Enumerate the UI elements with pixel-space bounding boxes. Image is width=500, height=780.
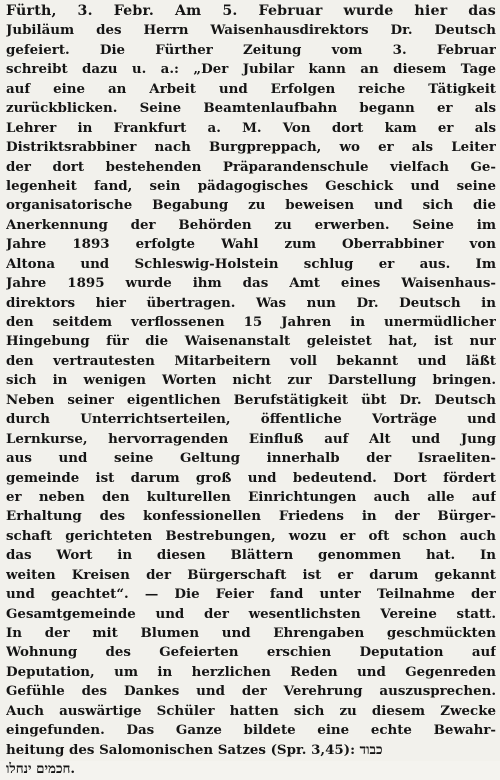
article-line: eingefunden. Das Ganze bildete eine echte Bewahr- [6,722,496,739]
article-line: Deputation, um in herzlichen Reden und Gegenreden [6,663,496,680]
article-line: zurückblicken. Seine Beamtenlaufbahn begann er als [6,100,496,117]
article-line: Neben seiner eigentlichen Berufstätigkeit übt Dr. Deutsch [6,391,496,408]
article-line: Erhaltung des konfessionellen Friedens in der Bürger- [6,508,496,525]
article-line: Hingebung für die Waisenanstalt geleistet hat, ist nur [6,333,496,350]
article-body [6,2,496,780]
article-line: sich in wenigen Worten nicht zur Darstellung bringen. [6,372,496,389]
article-line: den seitdem verflossenen 15 Jahren in unermüdlicher [6,314,496,330]
article-line-dateline: Fürth, 3. Febr. Am 5. Februar wurde hier das [6,3,496,19]
article-line: Gefühle des Dankes und der Verehrung auszusprechen. [6,683,496,700]
article-line: Jahre 1893 erfolgte Wahl zum Oberrabbiner von [6,236,496,253]
article-line: aus und seine Geltung innerhalb der Israeliten- [6,450,496,467]
article-line: Distriktsrabbiner nach Burgpreppach, wo er als Leiter [6,139,496,156]
article-line: Lernkurse, hervorragenden Einfluß auf Alt und Jung [6,430,496,447]
article-line: durch Unterrichtserteilen, öffentliche Vorträge und [6,411,496,428]
article-line: Wohnung des Gefeierten erschien Deputation auf [6,644,496,661]
article-line: Jubiläum des Herrn Waisenhausdirektors Dr. Deutsch [6,22,496,39]
article-line: legenheit fand, sein pädagogisches Geschick und seine [6,177,496,194]
article-line-hebrew-quote: חכמים ינחלו. [6,761,76,778]
article-line: der dort bestehenden Präparandenschule vielfach Ge- [6,158,496,175]
article-line: Gesamtgemeinde und der wesentlichsten Vereine statt. [6,605,496,622]
article-line: er neben den kulturellen Einrichtungen auch alle auf [6,488,496,505]
article-line: gemeinde ist darum groß und bedeutend. Dort fördert [6,469,496,486]
article-line: In der mit Blumen und Ehrengaben geschmückten [6,625,496,641]
article-line: den vertrautesten Mitarbeitern voll bekannt und läßt [6,352,496,369]
article-line: Auch auswärtige Schüler hatten sich zu diesem Zwecke [6,702,496,719]
article-line: das Wort in diesen Blättern genommen hat. In [6,547,496,564]
article-line: direktors hier übertragen. Was nun Dr. Deutsch in [6,294,496,311]
article-line: Altona und Schleswig-Holstein schlug er aus. Im [6,255,496,272]
article-line: schaft gerichteten Bestrebungen, wozu er oft schon auch [6,527,496,544]
article-line: Anerkennung der Behörden zu erwerben. Seine im [6,216,496,233]
article-line: auf eine an Arbeit und Erfolgen reiche Tätigkeit [6,80,496,97]
article-line: weiten Kreisen der Bürgerschaft ist er darum gekannt [6,566,496,583]
article-line: gefeiert. Die Fürther Zeitung vom 3. Februar [6,41,496,58]
article-line: schreibt dazu u. a.: „Der Jubilar kann an diesem Tage [6,61,496,78]
article-line: Lehrer in Frankfurt a. M. Von dort kam er als [6,119,496,136]
article-line: heitung des Salomonischen Satzes (Spr. 3,45): כבוד [6,741,383,758]
article-line: organisatorische Begabung zu beweisen und sich die [6,197,496,214]
article-line: und geachtet“. — Die Feier fand unter Teilnahme der [6,586,496,603]
article-line: Jahre 1895 wurde ihm das Amt eines Waisenhaus- [6,275,496,292]
